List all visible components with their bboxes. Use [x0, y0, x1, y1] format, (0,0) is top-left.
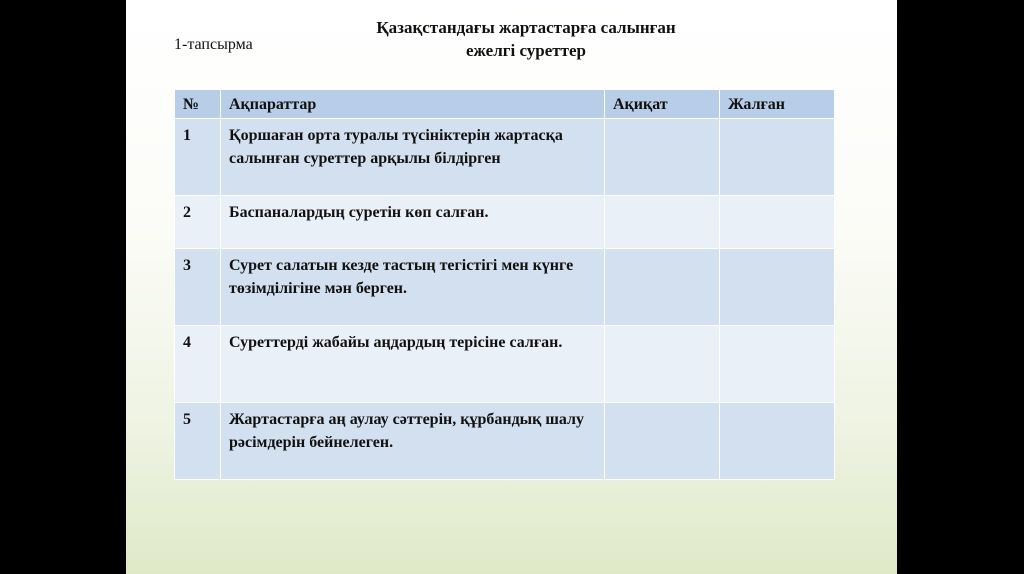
true-cell[interactable]	[605, 326, 720, 403]
row-statement: Қоршаған орта туралы түсініктерін жартасқа салынған суреттер арқылы білдірген	[221, 119, 605, 196]
false-cell[interactable]	[720, 326, 835, 403]
row-number: 4	[175, 326, 221, 403]
row-statement: Сурет салатын кезде тастың тегістігі мен күнге төзімділігіне мән берген.	[221, 249, 605, 326]
table-row	[175, 119, 835, 196]
false-cell[interactable]	[720, 403, 835, 480]
true-cell[interactable]	[605, 196, 720, 249]
true-cell[interactable]	[605, 119, 720, 196]
row-statement: Жартастарға аң аулау сәттерін, құрбандық шалу рәсімдерін бейнелеген.	[221, 403, 605, 480]
table-row	[175, 249, 835, 326]
true-cell[interactable]	[605, 403, 720, 480]
row-statement: Суреттерді жабайы аңдардың терісіне салған.	[221, 326, 605, 403]
row-number: 3	[175, 249, 221, 326]
slide-title	[326, 16, 726, 62]
false-cell[interactable]	[720, 196, 835, 249]
table-row	[175, 326, 835, 403]
row-number: 2	[175, 196, 221, 249]
header-information: Ақпараттар	[221, 90, 605, 119]
slide	[126, 0, 897, 574]
header-false: Жалған	[720, 90, 835, 119]
header-true: Ақиқат	[605, 90, 720, 119]
true-cell[interactable]	[605, 249, 720, 326]
true-false-table	[174, 89, 835, 480]
false-cell[interactable]	[720, 249, 835, 326]
row-number: 1	[175, 119, 221, 196]
table-row	[175, 403, 835, 480]
task-label: 1-тапсырма	[174, 36, 253, 53]
table-row	[175, 196, 835, 249]
title-line-1: Қазақстандағы жартастарға салынған	[376, 18, 676, 37]
row-statement: Баспаналардың суретін көп салған.	[221, 196, 605, 249]
header-number: №	[175, 90, 221, 119]
title-line-2: ежелгі суреттер	[466, 41, 586, 60]
false-cell[interactable]	[720, 119, 835, 196]
table-header-row	[175, 90, 835, 119]
row-number: 5	[175, 403, 221, 480]
